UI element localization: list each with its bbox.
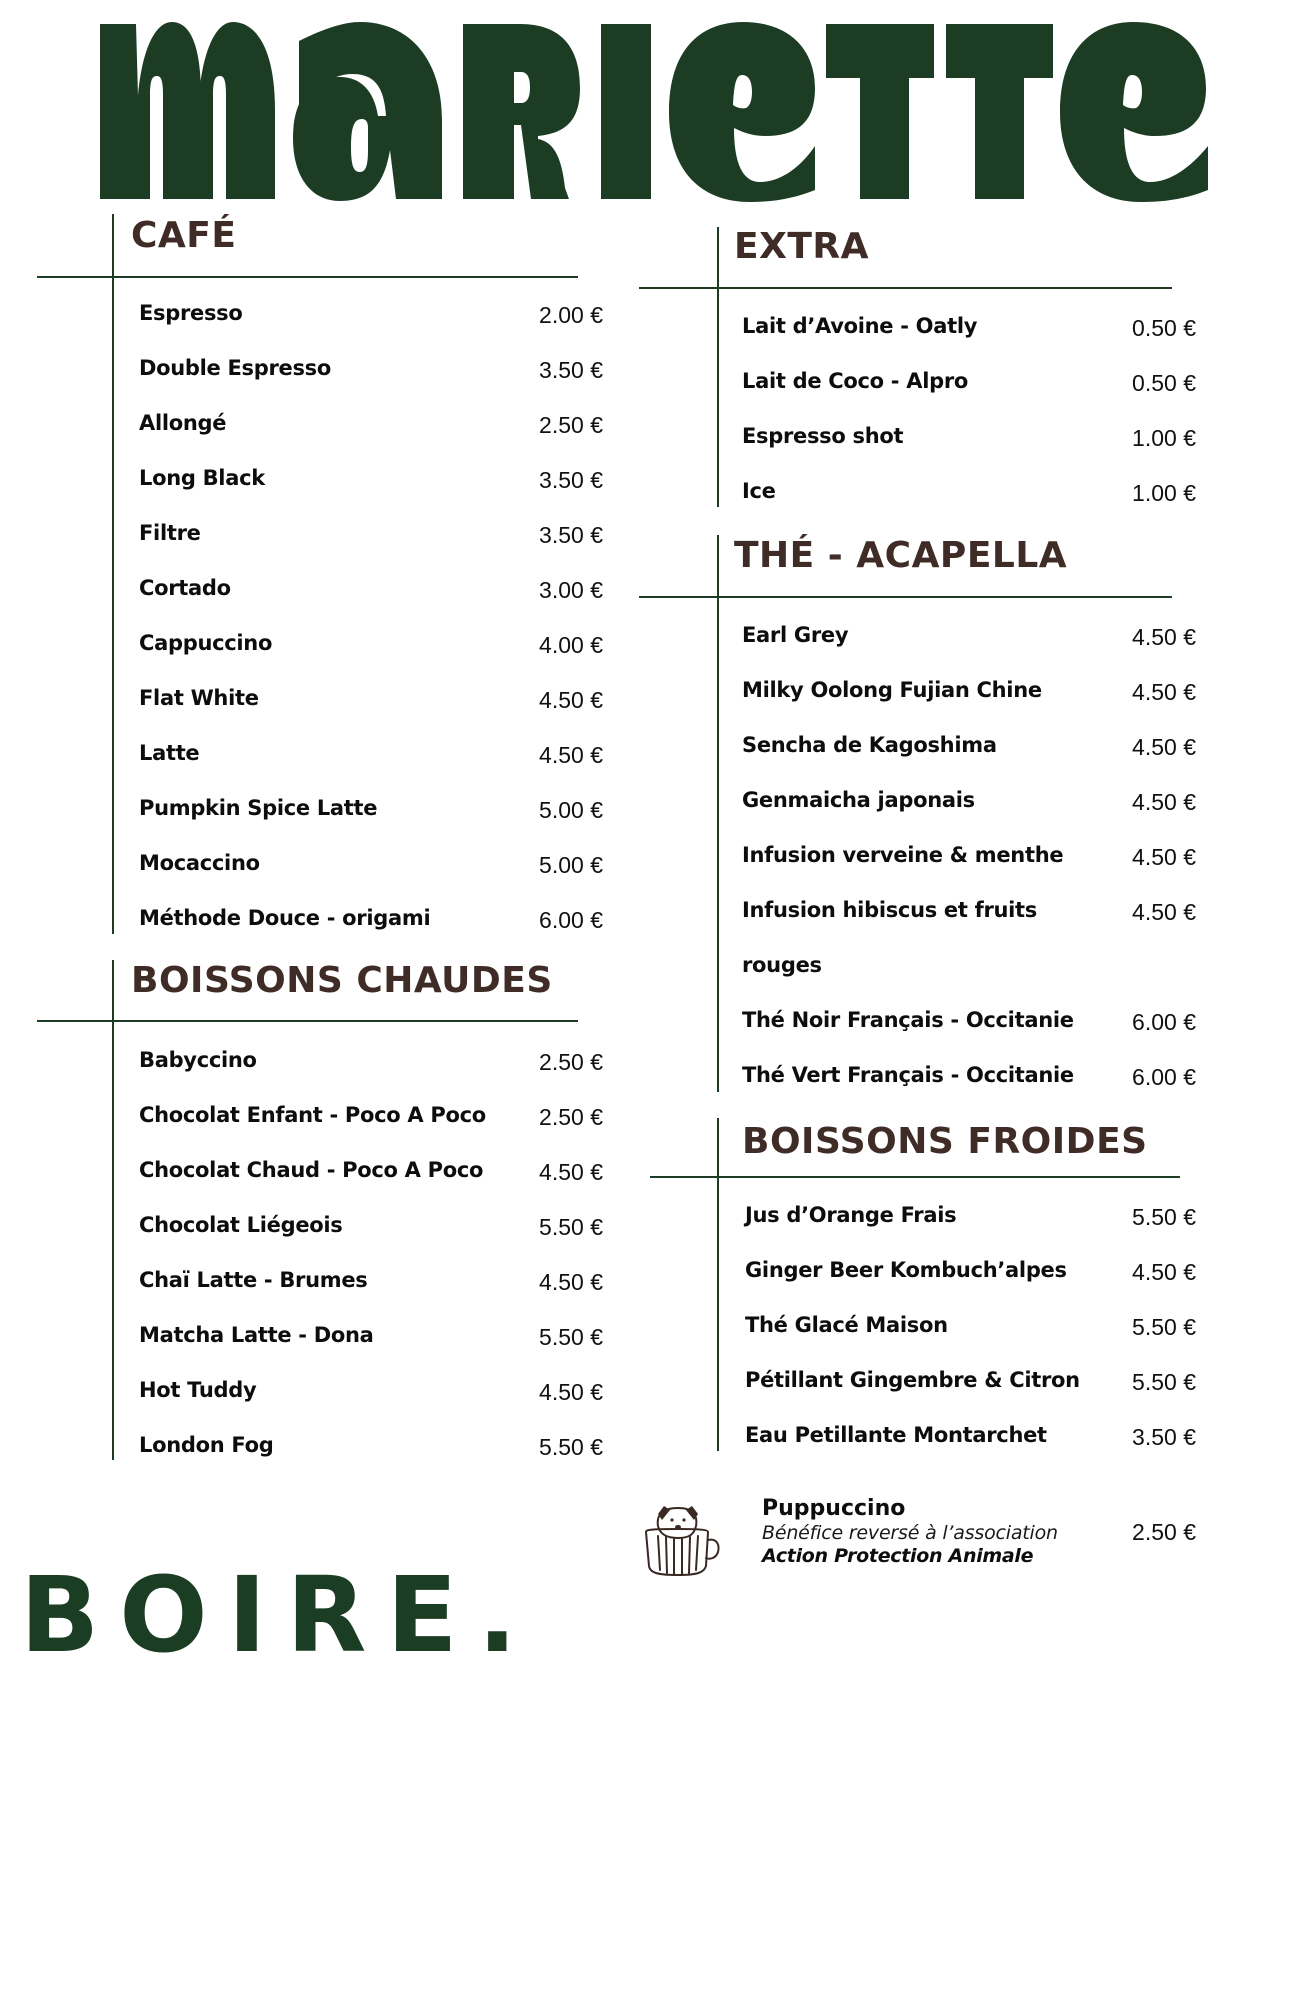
menu-item-price: 4.50 € <box>539 687 603 713</box>
menu-item-price: 5.50 € <box>1132 1314 1196 1340</box>
section-title-boissons-froides: BOISSONS FROIDES <box>742 1121 1148 1162</box>
mariette-logo <box>0 0 1304 215</box>
menu-item-price: 3.50 € <box>539 467 603 493</box>
menu-item-price: 5.50 € <box>1132 1369 1196 1395</box>
menu-item-name: Espresso shot <box>742 424 904 448</box>
menu-item-price: 3.00 € <box>539 577 603 603</box>
section-title-extra: EXTRA <box>734 226 869 267</box>
menu-item-name: Double Espresso <box>139 356 331 380</box>
menu-item-name: Babyccino <box>139 1048 257 1072</box>
menu-item-name: Jus d’Orange Frais <box>745 1203 957 1227</box>
menu-item-name: Lait d’Avoine - Oatly <box>742 314 978 338</box>
menu-item-name: Genmaicha japonais <box>742 788 975 812</box>
menu-item-name: Espresso <box>139 301 243 325</box>
the-vertical-rule <box>717 535 719 1092</box>
menu-item-name-continued: rouges <box>742 953 822 977</box>
menu-item-price: 4.50 € <box>1132 1259 1196 1285</box>
menu-item-name: Milky Oolong Fujian Chine <box>742 678 1042 702</box>
menu-item-price: 4.50 € <box>1132 679 1196 705</box>
menu-item-price: 4.50 € <box>539 1379 603 1405</box>
puppuccino-organization: Action Protection Animale <box>762 1545 1034 1567</box>
menu-item-price: 3.50 € <box>1132 1424 1196 1450</box>
menu-item-name: Pumpkin Spice Latte <box>139 796 378 820</box>
logo-letter-t1 <box>826 24 934 199</box>
menu-item-name: Pétillant Gingembre & Citron <box>745 1368 1080 1392</box>
menu-item-name: Earl Grey <box>742 623 849 647</box>
menu-item-price: 6.00 € <box>539 907 603 933</box>
menu-item-price: 4.50 € <box>1132 624 1196 650</box>
menu-item-price: 5.50 € <box>539 1324 603 1350</box>
menu-item-name: Ice <box>742 479 776 503</box>
menu-item-name: Long Black <box>139 466 265 490</box>
menu-item-price: 5.50 € <box>1132 1204 1196 1230</box>
logo-letter-e2 <box>1060 22 1208 202</box>
menu-item-price: 4.50 € <box>1132 844 1196 870</box>
cafe-horizontal-rule <box>37 276 578 278</box>
section-title-cafe: CAFÉ <box>131 215 237 256</box>
froides-vertical-rule <box>717 1118 719 1451</box>
menu-item-name: Latte <box>139 741 200 765</box>
menu-item-name: Cortado <box>139 576 231 600</box>
menu-item-name: Méthode Douce - origami <box>139 906 431 930</box>
menu-item-name: Filtre <box>139 521 201 545</box>
menu-item-price: 5.50 € <box>539 1434 603 1460</box>
menu-item-price: 6.00 € <box>1132 1064 1196 1090</box>
menu-item-name: London Fog <box>139 1433 274 1457</box>
extra-vertical-rule <box>717 227 719 507</box>
menu-item-name: Hot Tuddy <box>139 1378 257 1402</box>
menu-item-name: Ginger Beer Kombuch’alpes <box>745 1258 1067 1282</box>
menu-item-name: Thé Noir Français - Occitanie <box>742 1008 1074 1032</box>
menu-item-name: Flat White <box>139 686 259 710</box>
cafe-vertical-rule <box>112 214 114 934</box>
menu-item-name: Sencha de Kagoshima <box>742 733 997 757</box>
menu-item-price: 5.00 € <box>539 852 603 878</box>
menu-item-name: Mocaccino <box>139 851 260 875</box>
logo-letter-i <box>601 24 651 199</box>
menu-item-name: Matcha Latte - Dona <box>139 1323 374 1347</box>
tagline-boire: BOIRE. <box>20 1554 538 1676</box>
puppuccino-note: Bénéfice reversé à l’association <box>762 1522 1058 1544</box>
menu-item-name: Thé Vert Français - Occitanie <box>742 1063 1074 1087</box>
menu-item-price: 0.50 € <box>1132 315 1196 341</box>
section-title-the-acapella: THÉ - ACAPELLA <box>734 535 1068 576</box>
section-title-boissons-chaudes: BOISSONS CHAUDES <box>131 960 553 1001</box>
chaudes-horizontal-rule <box>37 1020 578 1022</box>
puppuccino-price: 2.50 € <box>1132 1519 1196 1545</box>
menu-item-price: 3.50 € <box>539 357 603 383</box>
menu-item-price: 5.50 € <box>539 1214 603 1240</box>
logo-letter-e1 <box>669 22 815 202</box>
menu-item-price: 4.50 € <box>1132 734 1196 760</box>
menu-item-price: 6.00 € <box>1132 1009 1196 1035</box>
dog-in-cup-icon <box>636 1496 720 1578</box>
menu-item-name: Cappuccino <box>139 631 273 655</box>
menu-item-name: Chocolat Liégeois <box>139 1213 343 1237</box>
logo-letter-r <box>463 24 580 199</box>
menu-item-name: Chocolat Chaud - Poco A Poco <box>139 1158 484 1182</box>
extra-horizontal-rule <box>639 287 1172 289</box>
the-horizontal-rule <box>639 596 1172 598</box>
menu-item-price: 4.50 € <box>1132 899 1196 925</box>
menu-item-price: 2.00 € <box>539 302 603 328</box>
chaudes-vertical-rule <box>112 960 114 1460</box>
menu-item-price: 4.50 € <box>539 742 603 768</box>
menu-item-price: 3.50 € <box>539 522 603 548</box>
menu-item-price: 4.50 € <box>539 1159 603 1185</box>
puppuccino-name: Puppuccino <box>762 1496 906 1521</box>
froides-horizontal-rule <box>650 1176 1180 1178</box>
menu-item-name: Eau Petillante Montarchet <box>745 1423 1047 1447</box>
menu-item-name: Allongé <box>139 411 227 435</box>
logo-letter-t2 <box>946 24 1053 199</box>
logo-letter-m <box>100 22 275 199</box>
logo-letter-a <box>293 22 442 201</box>
menu-item-price: 2.50 € <box>539 1104 603 1130</box>
menu-item-name: Thé Glacé Maison <box>745 1313 948 1337</box>
menu-item-name: Chocolat Enfant - Poco A Poco <box>139 1103 486 1127</box>
menu-item-price: 2.50 € <box>539 1049 603 1075</box>
menu-item-price: 4.00 € <box>539 632 603 658</box>
menu-item-name: Chaï Latte - Brumes <box>139 1268 368 1292</box>
menu-item-name: Infusion verveine & menthe <box>742 843 1064 867</box>
menu-item-price: 5.00 € <box>539 797 603 823</box>
menu-item-name: Lait de Coco - Alpro <box>742 369 969 393</box>
menu-item-name: Infusion hibiscus et fruits <box>742 898 1037 922</box>
menu-item-price: 1.00 € <box>1132 480 1196 506</box>
menu-item-price: 1.00 € <box>1132 425 1196 451</box>
menu-item-price: 4.50 € <box>1132 789 1196 815</box>
menu-item-price: 2.50 € <box>539 412 603 438</box>
menu-item-price: 0.50 € <box>1132 370 1196 396</box>
menu-item-price: 4.50 € <box>539 1269 603 1295</box>
